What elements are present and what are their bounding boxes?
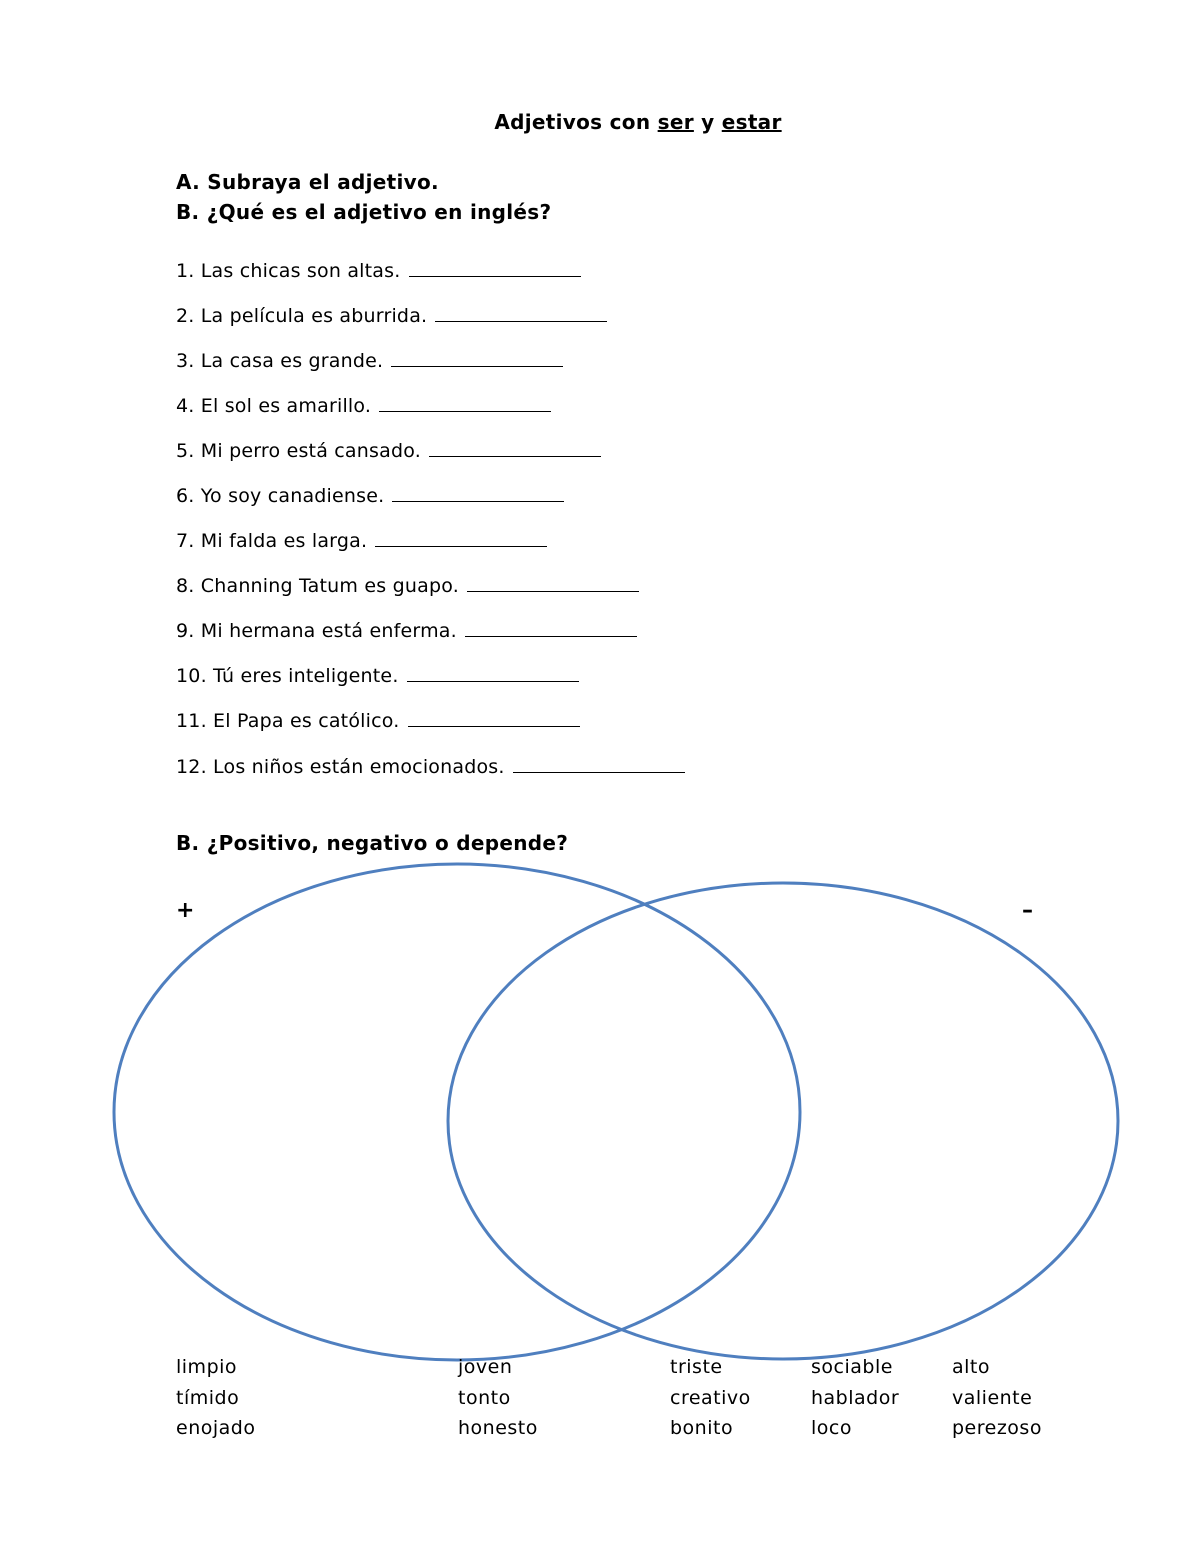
answer-blank[interactable] (409, 259, 581, 277)
word-bank-item: perezoso (952, 1417, 1042, 1439)
answer-blank[interactable] (392, 484, 564, 502)
sentence-text: 10. Tú eres inteligente. (176, 665, 399, 687)
negative-ellipse (448, 883, 1118, 1359)
answer-blank[interactable] (465, 619, 637, 637)
instruction-a: A. Subraya el adjetivo. (176, 170, 439, 194)
answer-blank[interactable] (467, 574, 639, 592)
word-bank-item: sociable (811, 1356, 893, 1378)
word-bank-item: hablador (811, 1387, 900, 1409)
sentence-item (176, 394, 551, 417)
sentence-text: 11. El Papa es católico. (176, 710, 400, 732)
answer-blank[interactable] (435, 304, 607, 322)
word-bank-item: tímido (176, 1387, 240, 1409)
word-bank-item: alto (952, 1356, 990, 1378)
sentence-item (176, 619, 637, 642)
title-conj: y (701, 110, 715, 134)
word-bank-item: honesto (458, 1417, 538, 1439)
sentence-item (176, 664, 579, 687)
sentence-item (176, 259, 581, 282)
word-bank-item: triste (670, 1356, 723, 1378)
sentence-item (176, 529, 547, 552)
word-bank-item: valiente (952, 1387, 1033, 1409)
word-bank-item: bonito (670, 1417, 734, 1439)
sentence-item (176, 574, 639, 597)
word-bank-item: creativo (670, 1387, 751, 1409)
minus-label: – (1022, 898, 1033, 923)
sentence-item (176, 755, 685, 778)
sentence-text: 9. Mi hermana está enferma. (176, 620, 457, 642)
answer-blank[interactable] (429, 439, 601, 457)
sentence-text: 1. Las chicas son altas. (176, 260, 401, 282)
sentence-text: 8. Channing Tatum es guapo. (176, 575, 459, 597)
sentence-item (176, 304, 607, 327)
answer-blank[interactable] (391, 349, 563, 367)
title-estar: estar (721, 110, 782, 134)
sentence-text: 12. Los niños están emocionados. (176, 756, 505, 778)
section-b-heading: B. ¿Positivo, negativo o depende? (176, 831, 569, 855)
answer-blank[interactable] (408, 709, 580, 727)
page-title (0, 110, 1200, 134)
word-bank-item: limpio (176, 1356, 238, 1378)
answer-blank[interactable] (379, 394, 551, 412)
title-prefix: Adjetivos con (494, 110, 651, 134)
title-ser: ser (657, 110, 694, 134)
word-bank-item: loco (811, 1417, 852, 1439)
sentence-item (176, 439, 601, 462)
word-bank-item: enojado (176, 1417, 256, 1439)
sentence-text: 7. Mi falda es larga. (176, 530, 368, 552)
sentence-text: 6. Yo soy canadiense. (176, 485, 385, 507)
answer-blank[interactable] (407, 664, 579, 682)
positive-ellipse (114, 864, 800, 1360)
sentence-text: 5. Mi perro está cansado. (176, 440, 421, 462)
answer-blank[interactable] (375, 529, 547, 547)
word-bank-item: tonto (458, 1387, 511, 1409)
sentence-item (176, 709, 580, 732)
word-bank-item: joven (458, 1356, 513, 1378)
plus-label: + (176, 898, 195, 923)
instruction-b: B. ¿Qué es el adjetivo en inglés? (176, 200, 552, 224)
sentence-text: 3. La casa es grande. (176, 350, 384, 372)
sentence-item (176, 349, 563, 372)
sentence-item (176, 484, 564, 507)
answer-blank[interactable] (513, 755, 685, 773)
sentence-text: 4. El sol es amarillo. (176, 395, 372, 417)
sentence-text: 2. La película es aburrida. (176, 305, 428, 327)
